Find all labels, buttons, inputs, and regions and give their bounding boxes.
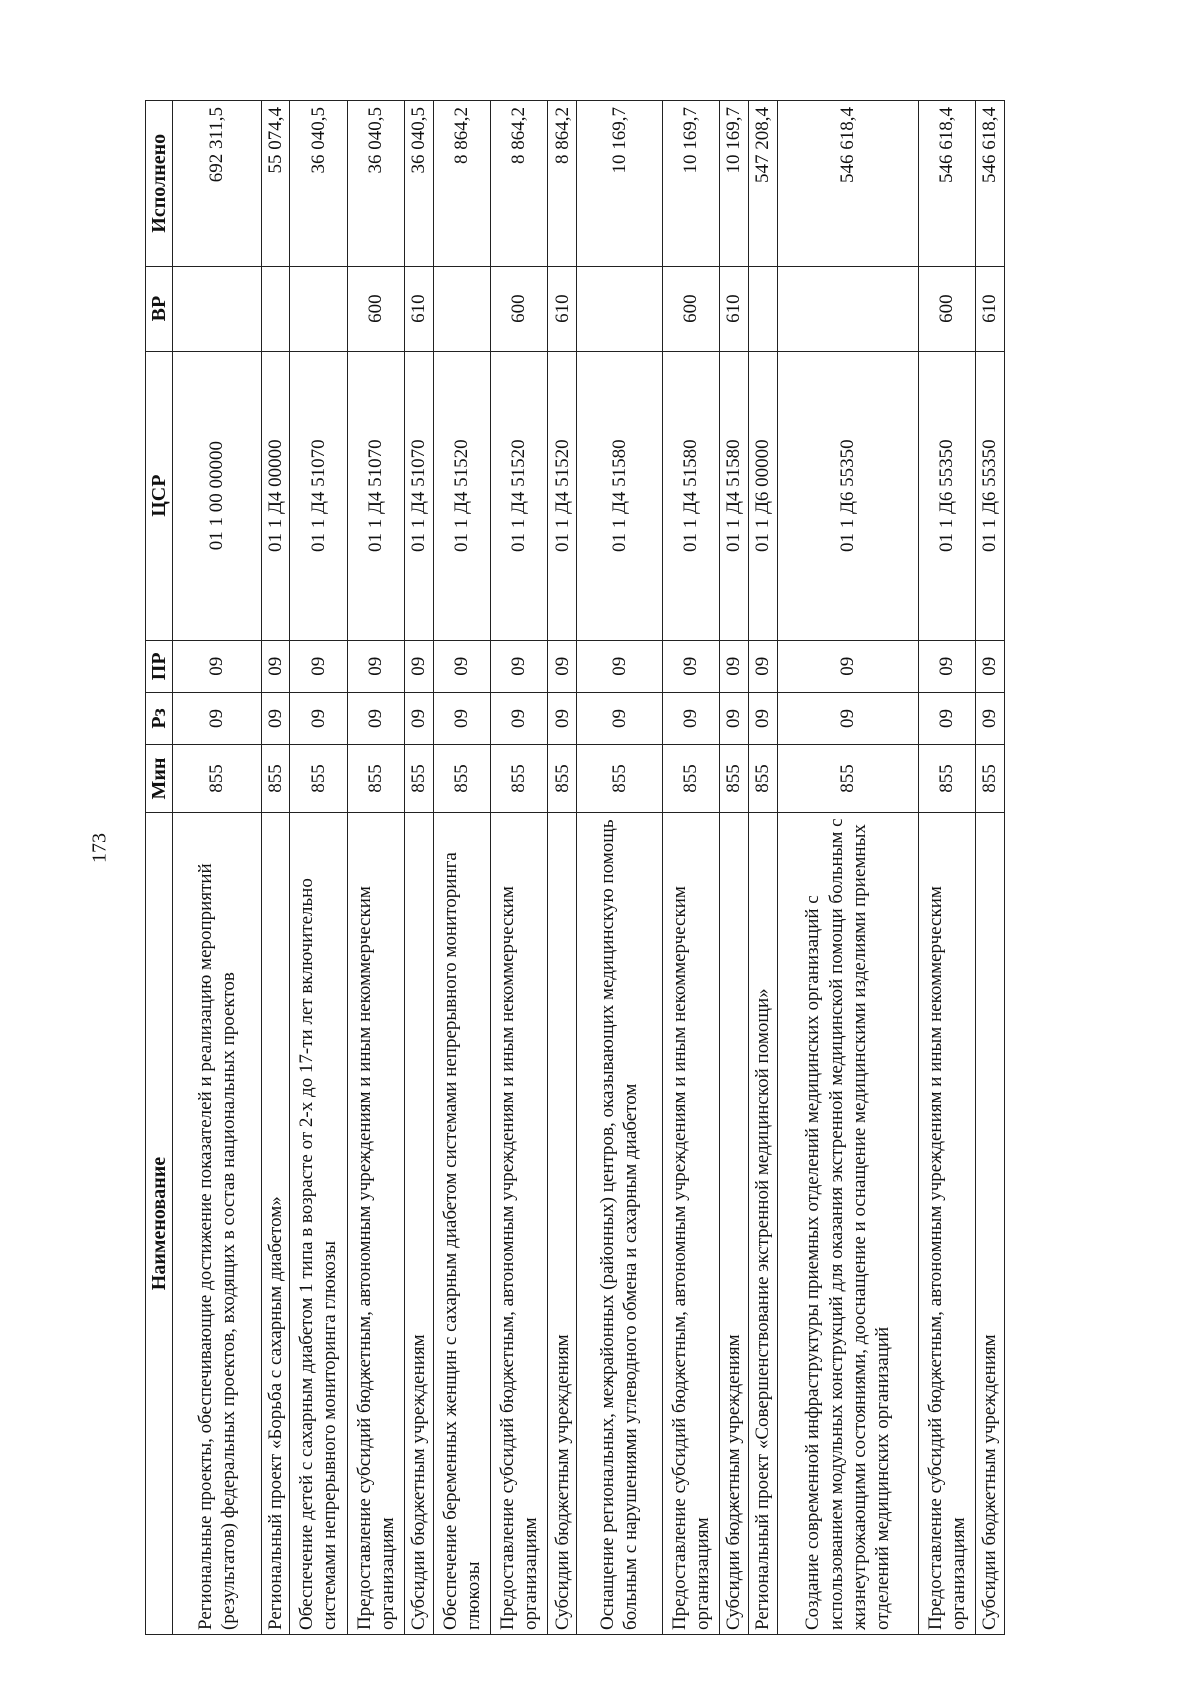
row-csr: 01 1 Д4 51520 <box>490 351 547 640</box>
row-name: Предоставление субсидий бюджетным, автономным учреждениям и иным некоммерческим организациям <box>347 813 404 1635</box>
table-row <box>404 101 433 1635</box>
row-csr: 01 1 Д4 51580 <box>720 351 749 640</box>
row-name: Региональный проект «Совершенствование экстренной медицинской помощи» <box>748 813 777 1635</box>
row-pr: 09 <box>433 640 490 692</box>
row-rz: 09 <box>548 692 577 744</box>
row-vr: 600 <box>662 266 719 351</box>
row-min: 855 <box>918 745 975 813</box>
table-row <box>577 101 663 1635</box>
row-csr: 01 1 00 00000 <box>173 351 261 640</box>
row-rz: 09 <box>173 692 261 744</box>
table-row <box>490 101 547 1635</box>
row-name: Предоставление субсидий бюджетным, автономным учреждениям и иным некоммерческим организациям <box>662 813 719 1635</box>
row-vr: 600 <box>918 266 975 351</box>
header-pr: ПР <box>146 640 173 692</box>
row-csr: 01 1 Д4 00000 <box>261 351 290 640</box>
table-body <box>173 101 1005 1635</box>
row-vr <box>577 266 663 351</box>
row-done: 8 864,2 <box>433 101 490 267</box>
rotated-table-container <box>145 100 1005 1635</box>
row-pr: 09 <box>290 640 347 692</box>
row-rz: 09 <box>347 692 404 744</box>
row-done: 10 169,7 <box>720 101 749 267</box>
table-row <box>976 101 1005 1635</box>
row-done: 36 040,5 <box>347 101 404 267</box>
row-pr: 09 <box>173 640 261 692</box>
table-row <box>777 101 918 1635</box>
row-csr: 01 1 Д6 55350 <box>777 351 918 640</box>
row-vr: 600 <box>347 266 404 351</box>
row-csr: 01 1 Д6 55350 <box>918 351 975 640</box>
row-pr: 09 <box>490 640 547 692</box>
row-name: Субсидии бюджетным учреждениям <box>548 813 577 1635</box>
row-min: 855 <box>173 745 261 813</box>
row-min: 855 <box>548 745 577 813</box>
row-rz: 09 <box>662 692 719 744</box>
row-vr <box>748 266 777 351</box>
row-pr: 09 <box>404 640 433 692</box>
row-rz: 09 <box>976 692 1005 744</box>
table-row <box>173 101 261 1635</box>
row-rz: 09 <box>433 692 490 744</box>
row-vr <box>290 266 347 351</box>
row-name: Предоставление субсидий бюджетным, автономным учреждениям и иным некоммерческим организациям <box>490 813 547 1635</box>
row-vr <box>433 266 490 351</box>
row-rz: 09 <box>720 692 749 744</box>
row-name: Субсидии бюджетным учреждениям <box>404 813 433 1635</box>
row-rz: 09 <box>777 692 918 744</box>
row-csr: 01 1 Д4 51070 <box>290 351 347 640</box>
row-csr: 01 1 Д4 51520 <box>548 351 577 640</box>
row-vr: 610 <box>976 266 1005 351</box>
table-row <box>548 101 577 1635</box>
row-done: 546 618,4 <box>918 101 975 267</box>
row-done: 10 169,7 <box>577 101 663 267</box>
table-row <box>347 101 404 1635</box>
row-name: Оснащение региональных, межрайонных (районных) центров, оказывающих медицинскую помощь больным с нарушениями углеводного обмена и сахарным диабетом <box>577 813 663 1635</box>
row-name: Региональный проект «Борьба с сахарным диабетом» <box>261 813 290 1635</box>
row-done: 55 074,4 <box>261 101 290 267</box>
row-min: 855 <box>404 745 433 813</box>
table-row <box>662 101 719 1635</box>
row-done: 8 864,2 <box>548 101 577 267</box>
header-done: Исполнено <box>146 101 173 267</box>
table-header-row <box>146 101 173 1635</box>
row-pr: 09 <box>261 640 290 692</box>
row-vr <box>173 266 261 351</box>
row-min: 855 <box>433 745 490 813</box>
row-done: 36 040,5 <box>404 101 433 267</box>
table-row <box>720 101 749 1635</box>
row-pr: 09 <box>720 640 749 692</box>
row-name: Предоставление субсидий бюджетным, автономным учреждениям и иным некоммерческим организациям <box>918 813 975 1635</box>
row-csr: 01 1 Д6 55350 <box>976 351 1005 640</box>
row-min: 855 <box>261 745 290 813</box>
row-pr: 09 <box>577 640 663 692</box>
header-min: Мин <box>146 745 173 813</box>
budget-table <box>145 100 1005 1635</box>
table-row <box>918 101 975 1635</box>
table-row <box>261 101 290 1635</box>
row-pr: 09 <box>976 640 1005 692</box>
row-rz: 09 <box>290 692 347 744</box>
row-name: Субсидии бюджетным учреждениям <box>720 813 749 1635</box>
header-vr: ВР <box>146 266 173 351</box>
row-name: Региональные проекты, обеспечивающие достижение показателей и реализацию мероприятий (результатов) федеральных проектов, входящих в состав национальных проектов <box>173 813 261 1635</box>
row-done: 10 169,7 <box>662 101 719 267</box>
row-min: 855 <box>662 745 719 813</box>
row-done: 546 618,4 <box>976 101 1005 267</box>
row-rz: 09 <box>404 692 433 744</box>
row-done: 546 618,4 <box>777 101 918 267</box>
row-pr: 09 <box>748 640 777 692</box>
row-done: 36 040,5 <box>290 101 347 267</box>
row-name: Создание современной инфраструктуры приемных отделений медицинских организаций с использованием модульных конструкций для оказания экстренной медицинской помощи больным с жизнеугрожающими состояниями, дооснащение и оснащение медицинскими изделиями приемных отделений медицинских организаций <box>777 813 918 1635</box>
row-vr <box>777 266 918 351</box>
row-min: 855 <box>976 745 1005 813</box>
row-vr: 610 <box>548 266 577 351</box>
table-row <box>290 101 347 1635</box>
row-csr: 01 1 Д6 00000 <box>748 351 777 640</box>
row-done: 692 311,5 <box>173 101 261 267</box>
row-name: Субсидии бюджетным учреждениям <box>976 813 1005 1635</box>
row-min: 855 <box>748 745 777 813</box>
row-csr: 01 1 Д4 51580 <box>662 351 719 640</box>
row-pr: 09 <box>777 640 918 692</box>
row-min: 855 <box>777 745 918 813</box>
header-csr: ЦСР <box>146 351 173 640</box>
row-pr: 09 <box>662 640 719 692</box>
row-pr: 09 <box>918 640 975 692</box>
row-min: 855 <box>290 745 347 813</box>
table-row <box>433 101 490 1635</box>
row-rz: 09 <box>490 692 547 744</box>
row-rz: 09 <box>261 692 290 744</box>
row-csr: 01 1 Д4 51520 <box>433 351 490 640</box>
row-pr: 09 <box>548 640 577 692</box>
header-name: Наименование <box>146 813 173 1635</box>
page-number: 173 <box>88 833 111 863</box>
row-csr: 01 1 Д4 51070 <box>404 351 433 640</box>
row-rz: 09 <box>748 692 777 744</box>
row-csr: 01 1 Д4 51580 <box>577 351 663 640</box>
row-rz: 09 <box>577 692 663 744</box>
row-min: 855 <box>347 745 404 813</box>
row-min: 855 <box>490 745 547 813</box>
row-vr <box>261 266 290 351</box>
row-done: 8 864,2 <box>490 101 547 267</box>
table-row <box>748 101 777 1635</box>
row-vr: 610 <box>404 266 433 351</box>
row-pr: 09 <box>347 640 404 692</box>
header-rz: Рз <box>146 692 173 744</box>
row-name: Обеспечение беременных женщин с сахарным диабетом системами непрерывного мониторинга глюкозы <box>433 813 490 1635</box>
row-vr: 610 <box>720 266 749 351</box>
row-vr: 600 <box>490 266 547 351</box>
row-rz: 09 <box>918 692 975 744</box>
row-min: 855 <box>577 745 663 813</box>
row-min: 855 <box>720 745 749 813</box>
row-csr: 01 1 Д4 51070 <box>347 351 404 640</box>
row-done: 547 208,4 <box>748 101 777 267</box>
row-name: Обеспечение детей с сахарным диабетом 1 типа в возрасте от 2-х до 17-ти лет включительно системами непрерывного мониторинга глюкозы <box>290 813 347 1635</box>
